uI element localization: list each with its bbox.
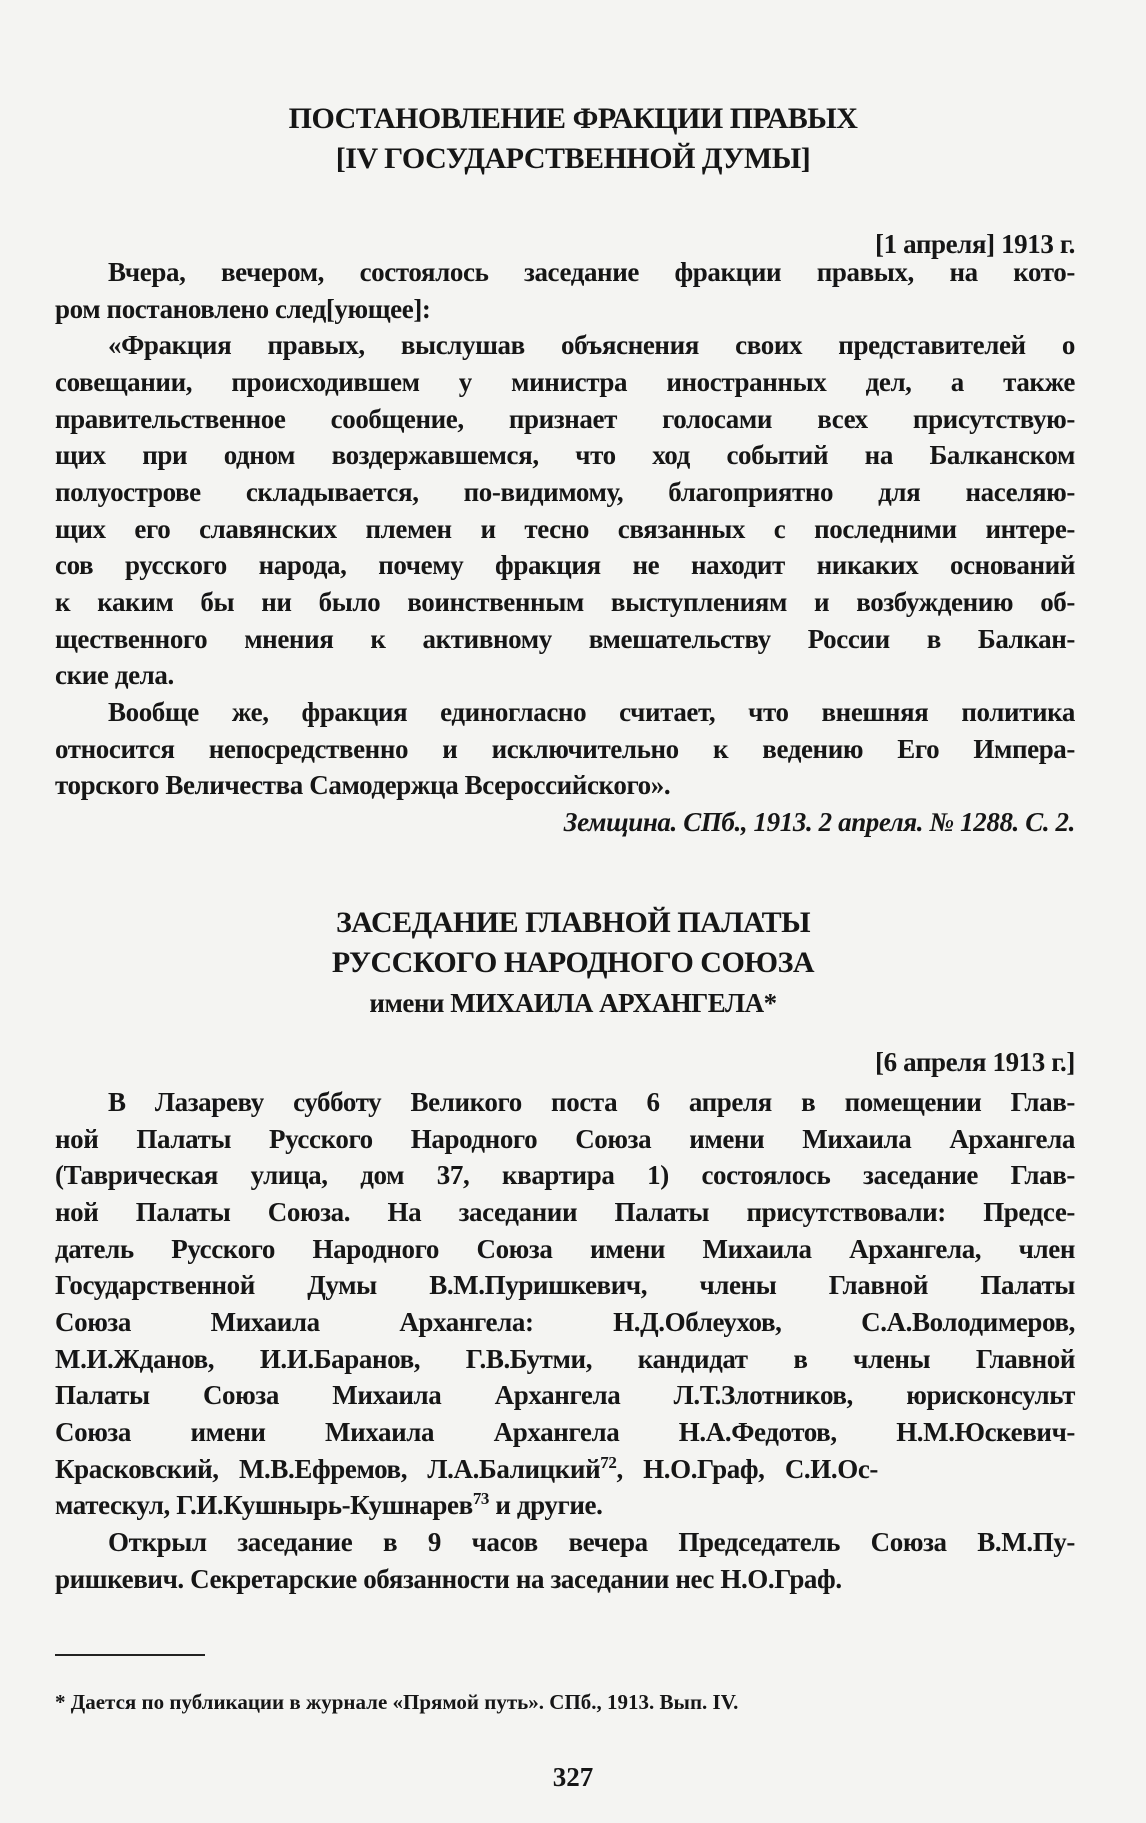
doc2-text-line: Союза имени Михаила Архангела Н.А.Федотов, Н.М.Юскевич- [55, 1417, 1075, 1447]
doc2-text-line: датель Русского Народного Союза имени Михаила Архангела, член [55, 1234, 1075, 1264]
doc1-text-line: щих его славянских племен и тесно связанных с последними интере- [55, 514, 1075, 544]
doc2-title-line-1: ЗАСЕДАНИЕ ГЛАВНОЙ ПАЛАТЫ [335, 906, 811, 939]
footnote-divider [55, 1654, 205, 1656]
doc1-title-line-1: ПОСТАНОВЛЕНИЕ ФРАКЦИИ ПРАВЫХ [288, 102, 858, 135]
doc1-text-line: сов русского народа, почему фракция не находит никаких оснований [55, 550, 1075, 580]
doc2-date: [6 апреля 1913 г.] [875, 1047, 1075, 1077]
doc2-text-line: М.И.Жданов, И.И.Баранов, Г.В.Бутми, кандидат в члены Главной [55, 1344, 1075, 1374]
footnote: * Дается по публикации в журнале «Прямой путь». СПб., 1913. Вып. IV. [55, 1690, 739, 1714]
doc2-text-line: ришкевич. Секретарские обязанности на заседании нес Н.О.Граф. [55, 1564, 842, 1594]
text-fragment: Красковский, М.В.Ефремов, Л.А.Балицкий [55, 1454, 601, 1484]
doc1-text-line: ские дела. [55, 660, 174, 690]
doc2-text-line: (Таврическая улица, дом 37, квартира 1) состоялось заседание Глав- [55, 1160, 1075, 1190]
doc2-text-line: ной Палаты Союза. На заседании Палаты присутствовали: Предсе- [55, 1197, 1075, 1227]
doc1-text-line: Вчера, вечером, состоялось заседание фракции правых, на кото- [108, 257, 1075, 287]
doc1-citation: Земщина. СПб., 1913. 2 апреля. № 1288. С. 2. [563, 807, 1075, 837]
doc2-text-line: ной Палаты Русского Народного Союза имени Михаила Архангела [55, 1124, 1075, 1154]
doc2-text-line [55, 1488, 1075, 1526]
doc2-text-line: Государственной Думы В.М.Пуришкевич, члены Главной Палаты [55, 1270, 1075, 1300]
doc1-text-line: торского Величества Самодержца Всероссийского». [55, 770, 671, 800]
text-fragment: матескул, Г.И.Кушнырь-Кушнарев [55, 1490, 473, 1520]
doc1-text-line: щих при одном воздержавшемся, что ход событий на Балканском [55, 440, 1075, 470]
doc2-text-line [55, 1452, 1075, 1490]
text-fragment: и другие. [489, 1490, 603, 1520]
doc1-text-line: щественного мнения к активному вмешательству России в Балкан- [55, 624, 1075, 654]
doc1-text-line: «Фракция правых, выслушав объяснения своих представителей о [108, 330, 1075, 360]
doc2-title-line-2: РУССКОГО НАРОДНОГО СОЮЗА [331, 946, 815, 979]
doc2-text-line: Палаты Союза Михаила Архангела Л.Т.Злотников, юрисконсульт [55, 1380, 1075, 1410]
doc1-text-line: правительственное сообщение, признает голосами всех присутствую- [55, 404, 1075, 434]
doc1-text-line: Вообще же, фракция единогласно считает, что внешняя политика [108, 697, 1075, 727]
doc1-text-line: полуострове складывается, по-видимому, благоприятно для населяю- [55, 477, 1075, 507]
doc2-title-line-3: имени МИХАИЛА АРХАНГЕЛА* [369, 988, 777, 1018]
doc2-text-line: В Лазареву субботу Великого поста 6 апреля в помещении Глав- [108, 1087, 1075, 1117]
doc1-text-line: к каким бы ни было воинственным выступлениям и возбуждению об- [55, 587, 1075, 617]
doc1-text-line: ром постановлено след[ующее]: [55, 294, 431, 324]
text-fragment: , Н.О.Граф, С.И.Ос- [616, 1454, 878, 1484]
footnote-ref-73[interactable]: 73 [472, 1489, 490, 1508]
doc1-text-line: совещании, происходившем у министра иностранных дел, а также [55, 367, 1075, 397]
doc1-title-line-2: [IV ГОСУДАРСТВЕННОЙ ДУМЫ] [335, 142, 811, 175]
doc2-text-line: Союза Михаила Архангела: Н.Д.Облеухов, С.А.Володимеров, [55, 1307, 1075, 1337]
footnote-ref-72[interactable]: 72 [600, 1453, 617, 1472]
page-number: 327 [552, 1762, 594, 1792]
doc2-text-line: Открыл заседание в 9 часов вечера Председатель Союза В.М.Пу- [108, 1527, 1075, 1557]
doc1-date: [1 апреля] 1913 г. [875, 229, 1075, 259]
doc1-text-line: относится непосредственно и исключительно к ведению Его Импера- [55, 734, 1075, 764]
